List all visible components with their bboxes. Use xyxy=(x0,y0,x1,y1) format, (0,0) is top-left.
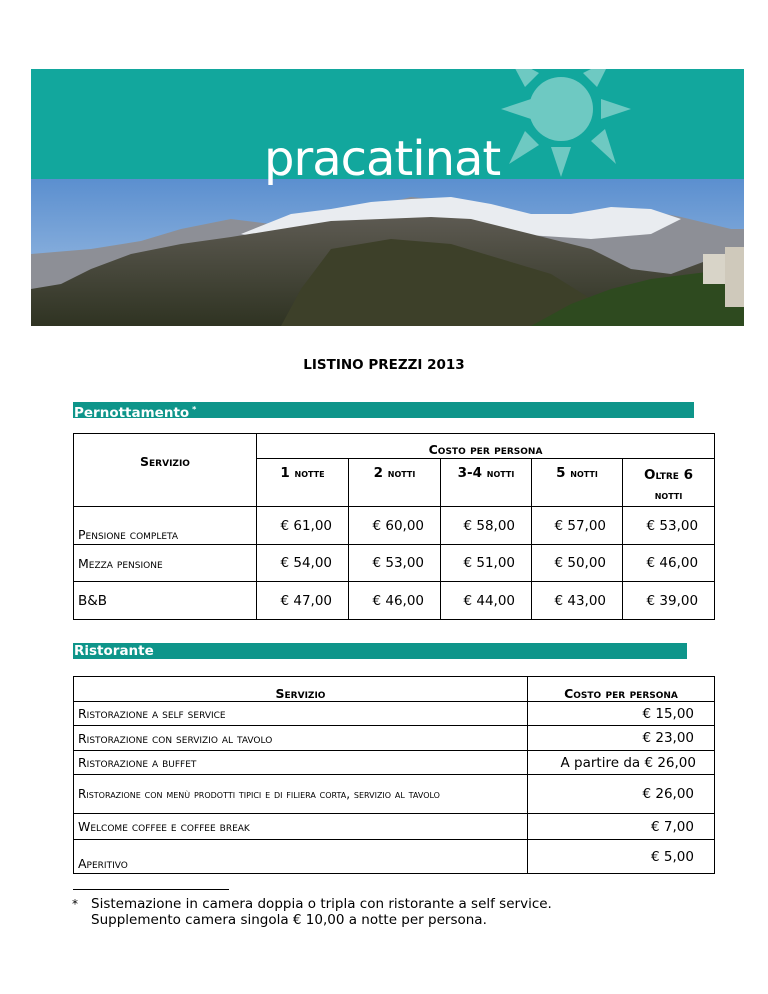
price-cell: € 54,00 xyxy=(257,545,349,582)
section-title: Pernottamento xyxy=(74,405,190,421)
price-cell: € 44,00 xyxy=(441,582,532,620)
price-cell: € 15,00 xyxy=(528,702,715,726)
table-row xyxy=(74,814,715,840)
row-label: Welcome coffee e coffee break xyxy=(74,814,528,840)
footnote-divider xyxy=(73,889,229,890)
footnote-line-1: Sistemazione in camera doppia o tripla con ristorante a self service. xyxy=(91,896,552,912)
page-title: LISTINO PREZZI 2013 xyxy=(303,357,465,373)
price-cell: A partire da € 26,00 xyxy=(528,751,715,775)
header-servizio: Servizio xyxy=(74,434,257,507)
price-cell: € 43,00 xyxy=(532,582,623,620)
row-label: Mezza pensione xyxy=(74,545,257,582)
table-row xyxy=(74,775,715,814)
price-cell: € 57,00 xyxy=(532,507,623,545)
price-cell: € 46,00 xyxy=(349,582,441,620)
header-nights-3-4: 3-4 notti xyxy=(441,459,532,507)
row-label: Aperitivo xyxy=(74,840,528,874)
header-costo: Costo per persona xyxy=(257,434,715,459)
price-cell: € 26,00 xyxy=(528,775,715,814)
table-row xyxy=(74,507,715,545)
pernottamento-table xyxy=(73,433,715,620)
table-row xyxy=(74,751,715,775)
price-cell: € 51,00 xyxy=(441,545,532,582)
row-label: B&B xyxy=(74,582,257,620)
table-row xyxy=(74,840,715,874)
table-header-row xyxy=(74,677,715,702)
row-label: Pensione completa xyxy=(74,507,257,545)
table-row xyxy=(74,545,715,582)
table-header-row xyxy=(74,434,715,459)
price-cell: € 47,00 xyxy=(257,582,349,620)
price-cell: € 39,00 xyxy=(623,582,715,620)
price-cell: € 23,00 xyxy=(528,726,715,751)
row-label: Ristorazione con menù prodotti tipici e di filiera corta, servizio al tavolo xyxy=(74,775,528,814)
row-label: Ristorazione con servizio al tavolo xyxy=(74,726,528,751)
header-nights-5: 5 notti xyxy=(532,459,623,507)
price-cell: € 5,00 xyxy=(528,840,715,874)
banner-image xyxy=(31,69,744,326)
brand-logo-text: pracatinat xyxy=(264,131,501,187)
price-cell: € 53,00 xyxy=(623,507,715,545)
table-row xyxy=(74,582,715,620)
section-bar-pernottamento xyxy=(73,402,694,421)
price-cell: € 50,00 xyxy=(532,545,623,582)
row-label: Ristorazione a self service xyxy=(74,702,528,726)
footnote-line-2: Supplemento camera singola € 10,00 a notte per persona. xyxy=(91,912,487,928)
header-nights-1: 1 notte xyxy=(257,459,349,507)
price-cell: € 61,00 xyxy=(257,507,349,545)
table-row xyxy=(74,702,715,726)
table-row xyxy=(74,726,715,751)
price-cell: € 58,00 xyxy=(441,507,532,545)
header-costo: Costo per persona xyxy=(528,677,715,702)
footnote-marker: * xyxy=(192,405,197,414)
price-cell: € 53,00 xyxy=(349,545,441,582)
section-title: Ristorante xyxy=(74,643,154,659)
footnote-marker: * xyxy=(72,897,78,911)
price-cell: € 60,00 xyxy=(349,507,441,545)
price-cell: € 46,00 xyxy=(623,545,715,582)
row-label: Ristorazione a buffet xyxy=(74,751,528,775)
header-nights-oltre-6: Oltre 6 notti xyxy=(623,459,715,507)
footnote xyxy=(72,896,552,928)
price-cell: € 7,00 xyxy=(528,814,715,840)
ristorante-table xyxy=(73,676,715,874)
header-servizio: Servizio xyxy=(74,677,528,702)
section-bar-ristorante xyxy=(73,643,687,659)
header-banner xyxy=(31,69,744,326)
header-nights-2: 2 notti xyxy=(349,459,441,507)
